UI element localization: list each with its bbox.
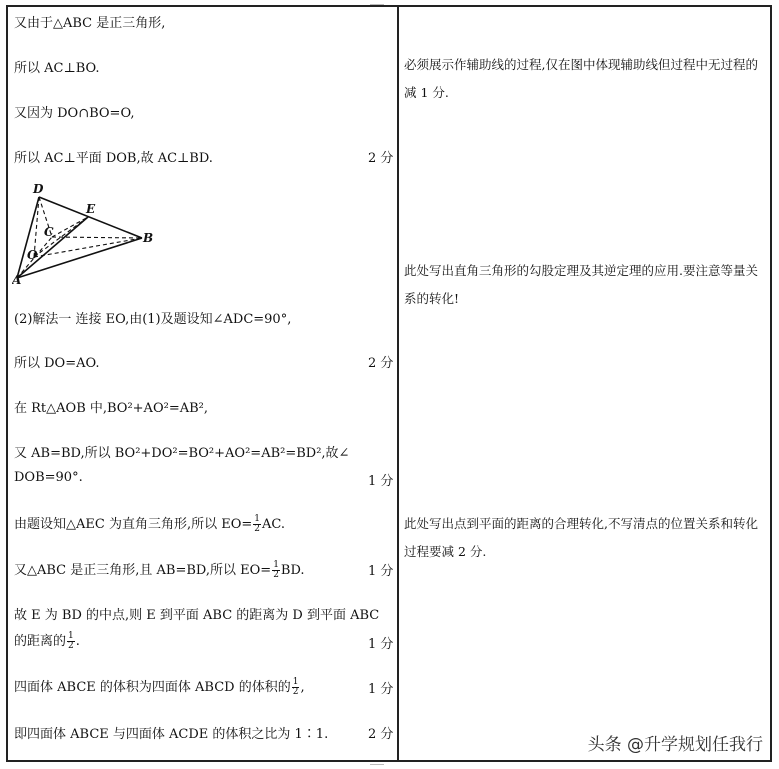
line-text: 的距离的 (14, 634, 67, 649)
solution-line: 故 E 为 BD 的中点,则 E 到平面 ABC 的距离为 D 到平面 ABC (14, 608, 380, 623)
solution-line: (2)解法一 连接 EO,由(1)及题设知∠ADC=90°, (14, 312, 292, 327)
line-text-after: , (300, 680, 305, 695)
solution-line: 所以 DO=AO. (14, 356, 100, 371)
line-text-after: . (75, 634, 80, 649)
label-C: C (44, 225, 54, 239)
score-label: 2 分 (368, 151, 394, 166)
solution-line: 又 AB=BD,所以 BO²+DO²=BO²+AO²=AB²=BD²,故∠ (14, 446, 350, 461)
divider-tick (370, 764, 384, 765)
fraction (272, 561, 280, 580)
line-text: 又△ABC 是正三角形,且 AB=BD,所以 EO= (14, 563, 272, 578)
solution-line: 即四面体 ABCE 与四面体 ACDE 的体积之比为 1∶1. (14, 727, 329, 742)
numerator: 1 (292, 677, 299, 687)
fraction (67, 632, 75, 651)
score-label: 2 分 (368, 727, 394, 742)
solution-line: 所以 AC⊥平面 DOB,故 AC⊥BD. (14, 151, 213, 166)
score-label: 2 分 (368, 356, 394, 371)
label-O: O (27, 248, 38, 262)
grading-note: 此处写出直角三角形的勾股定理及其逆定理的应用.要注意等量关系的转化! (404, 263, 758, 306)
numerator: 1 (68, 631, 74, 641)
grading-note: 此处写出点到平面的距离的合理转化,不写清点的位置关系和转化过程要减 2 分. (404, 516, 758, 559)
numerator: 1 (273, 560, 279, 570)
score-label: 1 分 (368, 564, 394, 579)
denominator: 2 (292, 687, 299, 697)
denominator: 2 (68, 641, 74, 651)
column-divider (397, 5, 399, 762)
line-text-after: AC. (262, 517, 286, 532)
solution-line: 所以 AC⊥BO. (14, 61, 100, 76)
divider-tick (370, 4, 384, 5)
watermark: 头条 @升学规划任我行 (587, 735, 763, 755)
label-D: D (33, 182, 44, 196)
solution-line: 又由于△ABC 是正三角形, (14, 16, 166, 31)
line-text: 由题设知△AEC 为直角三角形,所以 EO= (14, 517, 253, 532)
fraction (253, 515, 261, 534)
label-A: A (12, 273, 22, 286)
line-text-after: BD. (280, 563, 305, 578)
label-B: B (143, 231, 154, 245)
line-text: 四面体 ABCE 的体积为四面体 ABCD 的体积的 (14, 680, 291, 695)
solution-line (14, 676, 305, 697)
label-E: E (86, 202, 96, 216)
denominator: 2 (273, 570, 279, 580)
solution-line: 在 Rt△AOB 中,BO²+AO²=AB², (14, 401, 208, 416)
edge-CE (52, 217, 88, 237)
score-label: 1 分 (368, 474, 394, 489)
denominator: 2 (254, 524, 260, 534)
score-label: 1 分 (368, 682, 394, 697)
solution-line (14, 630, 80, 651)
solution-line: 又因为 DO∩BO=O, (14, 106, 135, 121)
solution-line (14, 513, 285, 534)
numerator: 1 (254, 514, 260, 524)
tetrahedron-figure (12, 182, 172, 286)
grading-note: 必须展示作辅助线的过程,仅在图中体现辅助线但过程中无过程的减 1 分. (404, 57, 758, 100)
solution-line: DOB=90°. (14, 470, 83, 485)
score-label: 1 分 (368, 637, 394, 652)
fraction (292, 678, 300, 697)
solution-line (14, 559, 305, 580)
edge-OB (34, 238, 142, 257)
